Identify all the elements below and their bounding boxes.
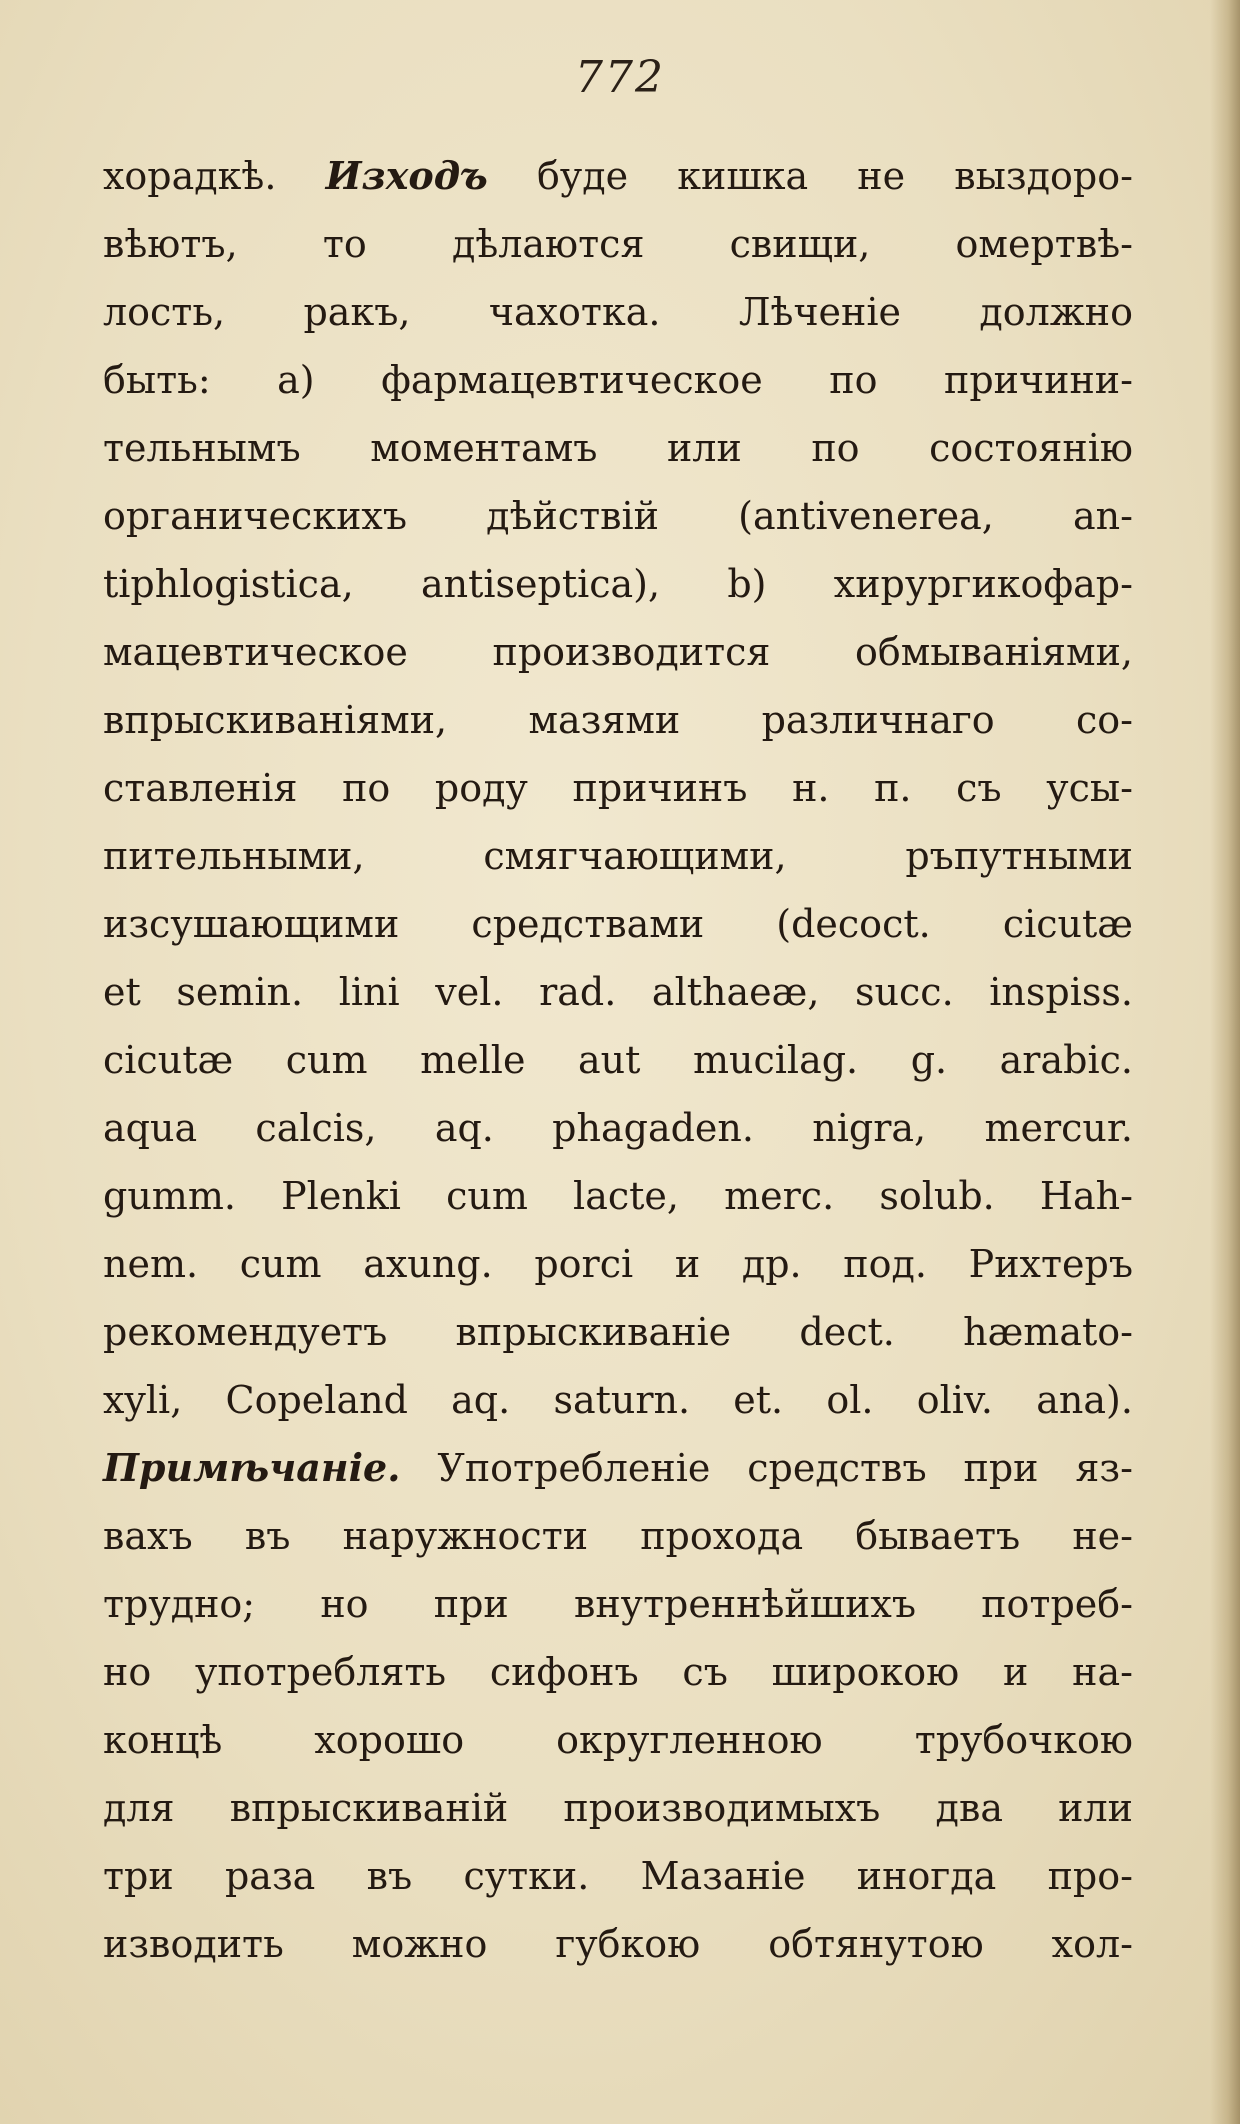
word: съ xyxy=(682,1650,728,1694)
word: дѣйствій xyxy=(486,494,659,538)
word: ana). xyxy=(1036,1378,1133,1422)
text-line xyxy=(103,414,1133,482)
text-line xyxy=(103,1298,1133,1366)
text-line xyxy=(103,1910,1133,1978)
word: melle xyxy=(420,1038,526,1082)
word: пительными, xyxy=(103,834,365,878)
word: причини- xyxy=(944,358,1133,402)
text-line xyxy=(103,1502,1133,1570)
word: яз- xyxy=(1075,1446,1133,1490)
word: впрыскиваній xyxy=(229,1786,509,1830)
word: усы- xyxy=(1046,766,1133,810)
word: или xyxy=(1058,1786,1133,1830)
word: et. xyxy=(733,1378,784,1422)
word: концѣ xyxy=(103,1718,223,1762)
body-text xyxy=(103,142,1133,1978)
word: округленною xyxy=(556,1718,823,1762)
word: вахъ xyxy=(103,1514,193,1558)
word: lacte, xyxy=(573,1174,679,1218)
word: прохода xyxy=(640,1514,804,1558)
word: по xyxy=(829,358,878,402)
word: ръпутными xyxy=(905,834,1133,878)
word: впрыскиваніями, xyxy=(103,698,448,742)
word: различнаго xyxy=(761,698,995,742)
word: впрыскиваніе xyxy=(455,1310,732,1354)
word: то xyxy=(322,222,367,266)
word: не xyxy=(857,154,906,198)
word: лость, xyxy=(103,290,226,334)
word: въ xyxy=(366,1854,413,1898)
word: Hah- xyxy=(1039,1174,1133,1218)
word: употреблять xyxy=(195,1650,447,1694)
text-line xyxy=(103,278,1133,346)
word: хорадкѣ. xyxy=(103,154,277,198)
word: иногда xyxy=(856,1854,997,1898)
word: mercur. xyxy=(984,1106,1133,1150)
text-line xyxy=(103,1230,1133,1298)
word: по xyxy=(342,766,391,810)
word: inspiss. xyxy=(989,970,1133,1014)
word: Употребленіе xyxy=(437,1446,711,1490)
word: органическихъ xyxy=(103,494,407,538)
word: или xyxy=(666,426,742,470)
word: свищи, xyxy=(729,222,871,266)
word: про- xyxy=(1047,1854,1133,1898)
text-line xyxy=(103,482,1133,550)
word: cicutæ xyxy=(1002,902,1133,946)
word: хол- xyxy=(1051,1922,1133,1966)
word: смягчающими, xyxy=(483,834,787,878)
text-line xyxy=(103,1366,1133,1434)
word: губкою xyxy=(555,1922,701,1966)
word: выздоро- xyxy=(954,154,1133,198)
word: внутреннѣйшихъ xyxy=(573,1582,917,1626)
word: п. xyxy=(874,766,912,810)
word: hæmato- xyxy=(963,1310,1133,1354)
word: Рихтеръ xyxy=(968,1242,1133,1286)
word: широкою xyxy=(771,1650,960,1694)
word: причинъ xyxy=(572,766,748,810)
word: dect. xyxy=(799,1310,895,1354)
word: тельнымъ xyxy=(103,426,301,470)
word: потреб- xyxy=(981,1582,1133,1626)
word: aq. xyxy=(434,1106,494,1150)
word: aq. xyxy=(451,1378,511,1422)
text-line xyxy=(103,958,1133,1026)
word: Мазаніе xyxy=(640,1854,806,1898)
text-line xyxy=(103,1570,1133,1638)
word: раза xyxy=(224,1854,316,1898)
word: сутки. xyxy=(463,1854,590,1898)
word: вѣютъ, xyxy=(103,222,238,266)
word: въ xyxy=(244,1514,291,1558)
word: при xyxy=(433,1582,509,1626)
word: porci xyxy=(534,1242,634,1286)
word: an- xyxy=(1073,494,1133,538)
word: производится xyxy=(492,630,771,674)
word: чахотка. xyxy=(488,290,661,334)
word: aut xyxy=(578,1038,641,1082)
word: (decoct. xyxy=(776,902,931,946)
word: arabic. xyxy=(999,1038,1133,1082)
word: средствъ xyxy=(747,1446,927,1490)
word: tiphlogistica, xyxy=(103,562,354,606)
word: antiseptica), xyxy=(420,562,661,606)
page-number: 772 xyxy=(575,52,665,103)
word: solub. xyxy=(879,1174,995,1218)
word: изсушающими xyxy=(103,902,400,946)
word: мацевтическое xyxy=(103,630,408,674)
word: cicutæ xyxy=(103,1038,234,1082)
word: состоянію xyxy=(929,426,1133,470)
text-line xyxy=(103,142,1133,210)
word: три xyxy=(103,1854,174,1898)
word: рекомендуетъ xyxy=(103,1310,388,1354)
text-line xyxy=(103,210,1133,278)
word: axung. xyxy=(363,1242,493,1286)
text-line xyxy=(103,1638,1133,1706)
text-line xyxy=(103,1434,1133,1502)
word: gumm. xyxy=(103,1174,236,1218)
word: наружности xyxy=(342,1514,589,1558)
word: cum xyxy=(446,1174,528,1218)
word: мазями xyxy=(528,698,681,742)
text-line xyxy=(103,890,1133,958)
word: althaeæ, xyxy=(651,970,820,1014)
word: средствами xyxy=(471,902,705,946)
word: Лѣченіе xyxy=(738,290,902,334)
word: со- xyxy=(1075,698,1133,742)
word: должно xyxy=(979,290,1133,334)
text-line xyxy=(103,686,1133,754)
word: но xyxy=(320,1582,369,1626)
word: Plenki xyxy=(281,1174,401,1218)
word: lini xyxy=(338,970,400,1014)
word: при xyxy=(963,1446,1039,1490)
word: бываетъ xyxy=(855,1514,1021,1558)
word: производимыхъ xyxy=(563,1786,881,1830)
word: трубочкою xyxy=(914,1718,1133,1762)
word: phagaden. xyxy=(552,1106,754,1150)
word: mucilag. xyxy=(692,1038,859,1082)
word: ракъ, xyxy=(303,290,411,334)
word: cum xyxy=(239,1242,322,1286)
word: два xyxy=(935,1786,1003,1830)
text-line xyxy=(103,1842,1133,1910)
word: можно xyxy=(351,1922,488,1966)
word: не- xyxy=(1072,1514,1133,1558)
word: обтянутою xyxy=(768,1922,984,1966)
word: aqua xyxy=(103,1106,198,1150)
word: быть: xyxy=(103,358,211,402)
word: по xyxy=(811,426,860,470)
word: oliv. xyxy=(916,1378,993,1422)
word: съ xyxy=(956,766,1002,810)
word: Изходъ xyxy=(325,153,488,198)
word: и xyxy=(674,1242,701,1286)
word: cum xyxy=(285,1038,368,1082)
word: ol. xyxy=(826,1378,874,1422)
word: обмываніями, xyxy=(854,630,1133,674)
word: merc. xyxy=(724,1174,835,1218)
word: xyli, xyxy=(103,1378,183,1422)
text-line xyxy=(103,1026,1133,1094)
word: nigra, xyxy=(812,1106,927,1150)
word: фармацевтическое xyxy=(381,358,763,402)
word: кишка xyxy=(677,154,809,198)
word: nem. xyxy=(103,1242,199,1286)
text-line xyxy=(103,1094,1133,1162)
word: vel. xyxy=(435,970,504,1014)
word: под. xyxy=(843,1242,927,1286)
text-line xyxy=(103,550,1133,618)
word: Примѣчаніе. xyxy=(103,1445,401,1490)
word: b) xyxy=(727,562,767,606)
text-line xyxy=(103,822,1133,890)
text-line xyxy=(103,1774,1133,1842)
word: saturn. xyxy=(553,1378,691,1422)
text-line xyxy=(103,1706,1133,1774)
word: роду xyxy=(434,766,528,810)
word: calcis, xyxy=(255,1106,377,1150)
word: для xyxy=(103,1786,175,1830)
word: и xyxy=(1003,1650,1029,1694)
word: Copeland xyxy=(225,1378,408,1422)
text-line xyxy=(103,346,1133,414)
word: succ. xyxy=(855,970,954,1014)
word: но xyxy=(103,1650,152,1694)
word: ставленія xyxy=(103,766,298,810)
word: трудно; xyxy=(103,1582,256,1626)
text-line xyxy=(103,1162,1133,1230)
word: моментамъ xyxy=(370,426,598,470)
text-line xyxy=(103,754,1133,822)
word: хорошо xyxy=(314,1718,465,1762)
text-line xyxy=(103,618,1133,686)
word: et xyxy=(103,970,141,1014)
word: изводить xyxy=(103,1922,284,1966)
word: на- xyxy=(1072,1650,1133,1694)
word: дѣлаются xyxy=(451,222,645,266)
word: g. xyxy=(910,1038,948,1082)
word: rad. xyxy=(539,970,617,1014)
word: хирургикофар- xyxy=(833,562,1133,606)
word: н. xyxy=(792,766,830,810)
word: а) xyxy=(277,358,315,402)
word: буде xyxy=(537,154,629,198)
word: омертвѣ- xyxy=(955,222,1133,266)
word: сифонъ xyxy=(489,1650,639,1694)
word: (antivenerea, xyxy=(738,494,994,538)
word: др. xyxy=(741,1242,802,1286)
page-edge-shadow xyxy=(1210,0,1240,2124)
word: semin. xyxy=(176,970,304,1014)
